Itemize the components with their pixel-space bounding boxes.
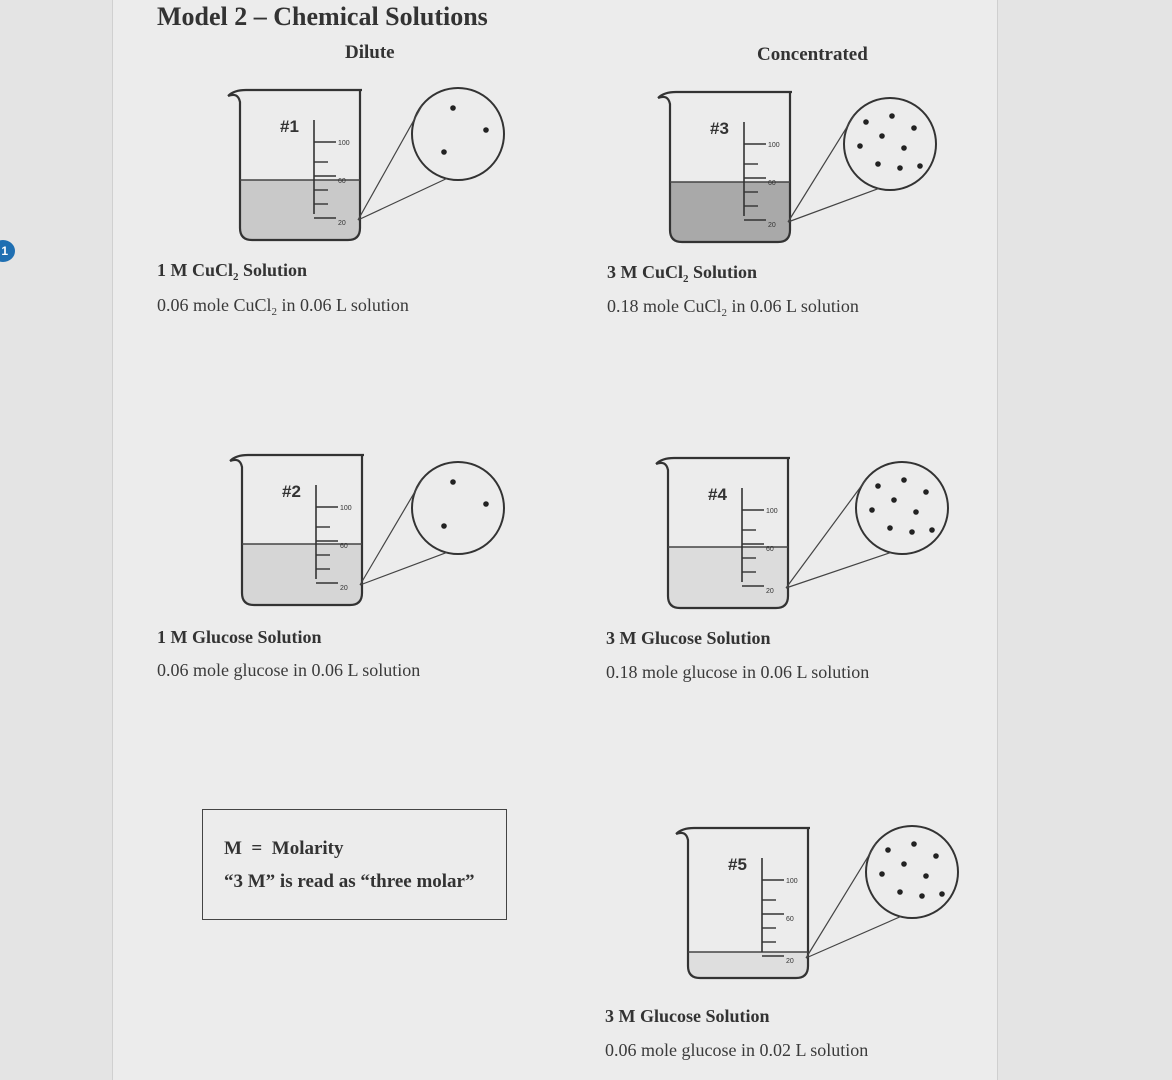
beaker-4-description: 0.18 mole glucose in 0.06 L solution — [606, 662, 870, 682]
beaker-number: #5 — [728, 855, 747, 874]
solute-particle — [887, 525, 893, 531]
solute-particle — [901, 477, 907, 483]
solute-particle — [909, 529, 915, 535]
zoom-leader-top — [786, 479, 866, 588]
molarity-definition-box — [202, 809, 507, 920]
solute-particle — [450, 105, 456, 111]
magnified-view — [856, 462, 948, 554]
beaker-3-diagram — [650, 84, 960, 249]
beaker-1-label: 1 M CuCl$_2$ Solution — [157, 260, 308, 283]
page-title: Model 2 – Chemical Solutions — [157, 2, 488, 31]
solute-particle — [913, 509, 919, 515]
solute-particle — [911, 125, 917, 131]
beaker-body — [656, 458, 948, 608]
magnified-view — [844, 98, 936, 190]
beaker-liquid — [688, 952, 808, 978]
solute-particle — [857, 143, 863, 149]
magnified-view — [866, 826, 958, 918]
solute-particle — [889, 113, 895, 119]
zoom-leader-top — [788, 115, 854, 222]
right-margin — [997, 0, 1172, 1080]
molarity-reading-note: “3 M” is read as “three molar” — [224, 871, 475, 892]
solute-particle — [450, 479, 456, 485]
solute-particle — [483, 501, 489, 507]
beaker-1-diagram — [220, 82, 530, 247]
left-margin — [0, 0, 113, 1080]
beaker-5-diagram — [668, 820, 978, 985]
solute-particle — [939, 891, 945, 897]
scale-label: 60 — [786, 916, 794, 923]
beaker-body — [230, 455, 504, 605]
solute-particle — [441, 523, 447, 529]
beaker-body — [658, 92, 936, 242]
solute-particle — [923, 489, 929, 495]
beaker-4-diagram — [648, 450, 958, 615]
solute-particle — [917, 163, 923, 169]
beaker-number: #1 — [280, 117, 299, 136]
scale-label: 60 — [766, 546, 774, 553]
solute-particle — [879, 871, 885, 877]
beaker-liquid — [670, 182, 790, 242]
beaker-5-description: 0.06 mole glucose in 0.02 L solution — [605, 1040, 869, 1060]
zoom-leader-bottom — [786, 553, 891, 588]
beaker-1-description: 0.06 mole CuCl$_2$ in 0.06 L solution — [157, 295, 409, 318]
magnified-view — [412, 462, 504, 554]
beaker-body — [676, 826, 958, 978]
scale-label: 100 — [768, 142, 780, 149]
scale-label: 20 — [340, 585, 348, 592]
solute-particle — [901, 861, 907, 867]
solute-particle — [911, 841, 917, 847]
beaker-2-description: 0.06 mole glucose in 0.06 L solution — [157, 660, 421, 680]
beaker-number: #2 — [282, 482, 301, 501]
scale-label: 100 — [338, 140, 350, 147]
column-heading-concentrated: Concentrated — [757, 44, 868, 65]
column-heading-dilute: Dilute — [345, 42, 395, 63]
beaker-body — [228, 88, 504, 240]
beaker-2-label: 1 M Glucose Solution — [157, 627, 322, 647]
scale-label: 60 — [338, 178, 346, 185]
scale-label: 100 — [786, 878, 798, 885]
solute-particle — [929, 527, 935, 533]
beaker-liquid — [242, 544, 362, 605]
scale-label: 20 — [768, 222, 776, 229]
solute-particle — [891, 497, 897, 503]
zoom-leader-top — [360, 479, 422, 585]
scale-label: 60 — [768, 180, 776, 187]
beaker-liquid — [668, 547, 788, 608]
zoom-leader-bottom — [358, 179, 447, 220]
beaker-2-diagram — [222, 447, 532, 612]
page-badge[interactable]: 1 — [0, 240, 15, 262]
solute-particle — [901, 145, 907, 151]
molarity-definition: M = Molarity — [224, 838, 344, 859]
zoom-leader-bottom — [360, 553, 447, 585]
solute-particle — [875, 161, 881, 167]
scale-label: 100 — [766, 508, 778, 515]
beaker-number: #4 — [708, 485, 727, 504]
solute-particle — [869, 507, 875, 513]
scale-label: 20 — [786, 958, 794, 965]
solute-particle — [897, 889, 903, 895]
zoom-leader-bottom — [788, 189, 879, 222]
scale-label: 20 — [338, 220, 346, 227]
beaker-4-label: 3 M Glucose Solution — [606, 628, 771, 648]
beaker-liquid — [240, 180, 360, 240]
beaker-3-label: 3 M CuCl$_2$ Solution — [607, 262, 758, 285]
solute-particle — [483, 127, 489, 133]
scale-label: 20 — [766, 588, 774, 595]
zoom-leader-top — [806, 843, 876, 958]
zoom-leader-bottom — [806, 917, 901, 958]
solute-particle — [885, 847, 891, 853]
solute-particle — [441, 149, 447, 155]
zoom-leader-top — [358, 105, 422, 220]
scale-label: 100 — [340, 505, 352, 512]
solute-particle — [897, 165, 903, 171]
solute-particle — [919, 893, 925, 899]
magnified-view — [412, 88, 504, 180]
scale-label: 60 — [340, 543, 348, 550]
solute-particle — [879, 133, 885, 139]
solute-particle — [875, 483, 881, 489]
solute-particle — [923, 873, 929, 879]
beaker-number: #3 — [710, 119, 729, 138]
solute-particle — [863, 119, 869, 125]
solute-particle — [933, 853, 939, 859]
beaker-5-label: 3 M Glucose Solution — [605, 1006, 770, 1026]
beaker-3-description: 0.18 mole CuCl$_2$ in 0.06 L solution — [607, 296, 859, 319]
